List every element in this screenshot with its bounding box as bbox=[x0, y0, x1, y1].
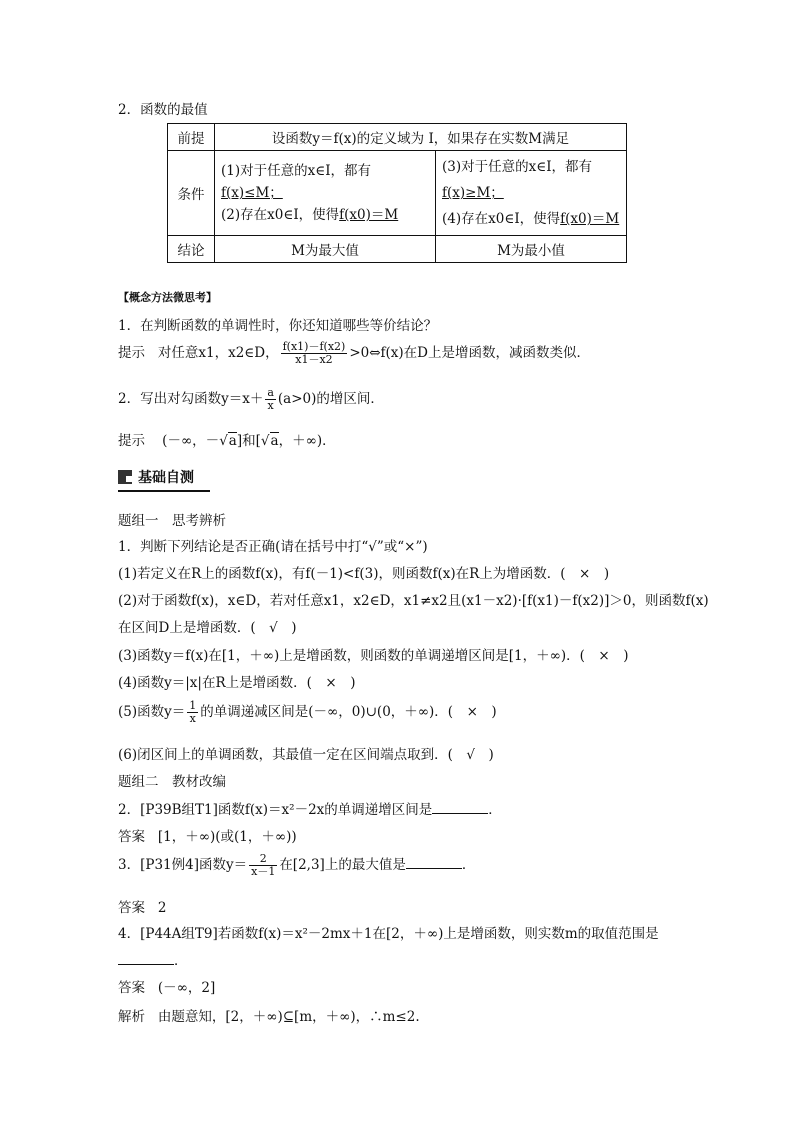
question-text: 在[2,3]上的最大值是 bbox=[279, 857, 406, 874]
fraction-denominator: x－1 bbox=[251, 865, 276, 879]
condition-text: (3)对于任意的x∈I，都有 bbox=[442, 159, 593, 175]
table-cell-min-conditions bbox=[436, 151, 627, 236]
analysis bbox=[118, 1005, 420, 1025]
question: 4．[P44A组T9]若函数f(x)＝x²－2mx＋1在[2，＋∞)上是增函数，则实数m的取值范围是 bbox=[118, 926, 659, 942]
table-row bbox=[168, 236, 627, 263]
table-cell-label: 结论 bbox=[168, 236, 215, 263]
answer-blank-line bbox=[118, 949, 188, 969]
answer-blank[interactable] bbox=[432, 803, 488, 814]
statement-item: (3)函数y＝f(x)在[1，＋∞)上是增函数，则函数的单调递增区间是[1，＋∞)．( × ) bbox=[118, 648, 629, 664]
statement-item bbox=[118, 700, 497, 725]
statement-text: (5)函数y＝ bbox=[118, 704, 186, 721]
question: 1．判断下列结论是否正确(请在括号中打“√”或“×”) bbox=[118, 539, 428, 555]
answer-text: (－∞，2] bbox=[157, 980, 216, 996]
table-cell: M为最大值 bbox=[215, 236, 436, 263]
statement-item: (4)函数y＝|x|在R上是增函数．( × ) bbox=[118, 675, 356, 691]
section-title: 2．函数的最值 bbox=[118, 102, 208, 118]
condition-text: f(x0)＝M bbox=[339, 207, 399, 223]
fraction bbox=[265, 387, 276, 412]
fraction-denominator: x bbox=[189, 712, 196, 726]
think-question-1: 1．在判断函数的单调性时，你还知道哪些等价结论？ bbox=[118, 318, 438, 334]
sqrt-term: a bbox=[270, 433, 279, 449]
condition-text: (1)对于任意的x∈I，都有 bbox=[221, 163, 372, 179]
table-cell-max-conditions bbox=[215, 151, 436, 236]
condition-text: f(x0)＝M bbox=[560, 211, 620, 227]
answer bbox=[118, 976, 215, 996]
answer-text: >0⇔f(x)在D上是增函数，减函数类似． bbox=[349, 345, 591, 362]
statement-item: (1)若定义在R上的函数f(x)，有f(－1)<f(3)，则函数f(x)在R上为增函数．( × ) bbox=[118, 566, 610, 582]
condition-text: (4)存在x0∈I，使得 bbox=[442, 211, 561, 227]
think-question-2 bbox=[118, 387, 384, 412]
fraction-numerator: a bbox=[267, 386, 274, 399]
question bbox=[118, 798, 502, 818]
answer-blank[interactable] bbox=[118, 954, 174, 965]
group-title: 题组一 思考辨析 bbox=[118, 513, 226, 529]
fraction-numerator: f(x1)－f(x2) bbox=[282, 340, 346, 353]
answer bbox=[118, 896, 166, 916]
table-cell: M为最小值 bbox=[436, 236, 627, 263]
question-text: ． bbox=[461, 857, 476, 874]
answer-label: 答案 bbox=[118, 980, 145, 996]
statement-item: 在区间D上是增函数．( √ ) bbox=[118, 620, 297, 636]
question-text: 2．[P39B组T1]函数f(x)＝x²－2x的单调递增区间是 bbox=[118, 802, 433, 818]
hint-label: 提示 bbox=[118, 433, 145, 449]
fraction-numerator: 1 bbox=[189, 699, 197, 712]
think-answer-2: 提示 (－∞，－√a]和[√a，＋∞)． bbox=[118, 433, 336, 449]
answer-text: ，＋∞)． bbox=[278, 433, 336, 449]
question-text: 3．[P31例4]函数y＝ bbox=[118, 857, 248, 874]
table-cell-label: 前提 bbox=[168, 124, 215, 151]
statement-text: 的单调递减区间是(－∞，0)∪(0，＋∞)．( × ) bbox=[200, 704, 497, 721]
section-header bbox=[118, 466, 210, 492]
answer-text: 对任意x1，x2∈D， bbox=[157, 345, 279, 362]
table-row bbox=[168, 151, 627, 236]
fraction-numerator: 2 bbox=[249, 853, 277, 866]
fraction-denominator: x bbox=[267, 399, 274, 413]
statement-item: (2)对于函数f(x)，x∈D，若对任意x1，x2∈D，x1≠x2且(x1－x2)·[f(x1)－f(x2)]＞0，则函数f(x) bbox=[118, 593, 709, 609]
question-text: ． bbox=[174, 953, 188, 969]
analysis-text: 由题意知，[2，＋∞)⊆[m，＋∞)，∴m≤2. bbox=[157, 1009, 420, 1025]
table-cell-label: 条件 bbox=[168, 151, 215, 236]
answer bbox=[118, 825, 297, 845]
table-row bbox=[168, 124, 627, 151]
fraction-denominator: x1－x2 bbox=[295, 353, 333, 367]
answer-text: (－∞，－ bbox=[162, 433, 220, 449]
extremum-table bbox=[167, 123, 627, 263]
answer-label: 答案 bbox=[118, 900, 145, 916]
condition-text: (2)存在x0∈I，使得 bbox=[221, 207, 340, 223]
question-text: ． bbox=[488, 802, 502, 818]
question-text: 2．写出对勾函数y＝x＋ bbox=[118, 391, 264, 408]
group-title: 题组二 教材改编 bbox=[118, 774, 226, 790]
think-answer-1 bbox=[118, 341, 590, 366]
sqrt-term: a bbox=[228, 433, 237, 449]
section-header-label: 基础自测 bbox=[138, 470, 194, 486]
analysis-label: 解析 bbox=[118, 1009, 145, 1025]
condition-text: f(x)≤M； bbox=[221, 185, 283, 201]
think-title: 【概念方法微思考】 bbox=[118, 291, 217, 304]
question bbox=[118, 853, 475, 878]
fraction bbox=[249, 853, 277, 878]
fraction bbox=[281, 341, 348, 366]
answer-text: [1，＋∞)(或(1，＋∞)) bbox=[157, 829, 297, 845]
answer-text: 2 bbox=[157, 900, 167, 916]
fraction bbox=[187, 700, 198, 725]
statement-item: (6)闭区间上的单调函数，其最值一定在区间端点取到．( √ ) bbox=[118, 747, 494, 763]
hint-label: 提示 bbox=[118, 345, 145, 362]
table-cell: 设函数y＝f(x)的定义域为 I，如果存在实数M满足 bbox=[215, 124, 627, 151]
answer-label: 答案 bbox=[118, 829, 145, 845]
answer-text: ]和[ bbox=[236, 433, 261, 449]
answer-blank[interactable] bbox=[406, 858, 462, 869]
section-square-notch-icon bbox=[126, 476, 132, 482]
question-text: (a>0)的增区间． bbox=[277, 391, 384, 408]
condition-text: f(x)≥M； bbox=[442, 185, 504, 201]
